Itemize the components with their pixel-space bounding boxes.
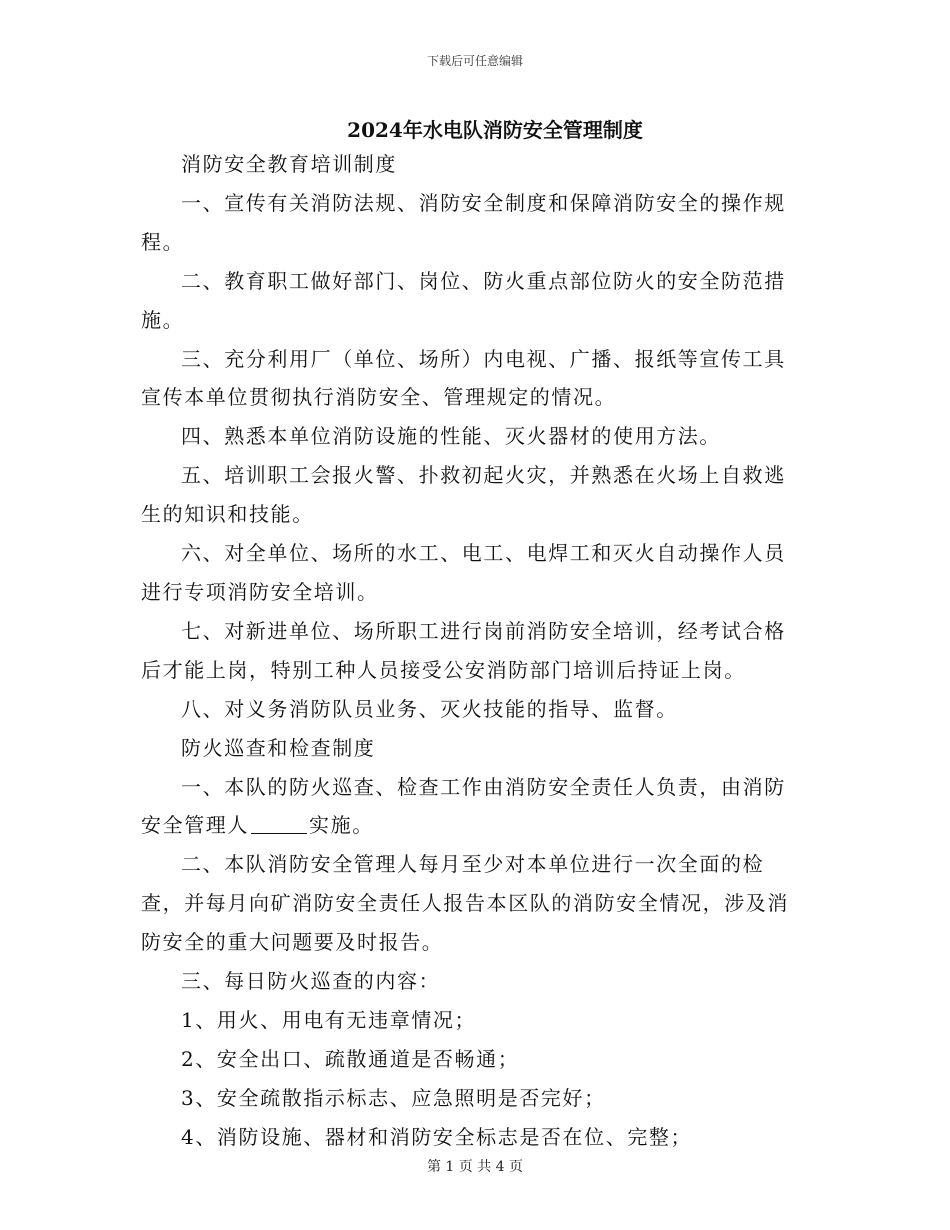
paragraph-inspection-1	[141, 768, 807, 846]
section-heading-inspection: 防火巡查和检查制度	[181, 735, 376, 760]
paragraph-item-7: 七、对新进单位、场所职工进行岗前消防安全培训，经考试合格后才能上岗，特别工种人员接受公安消防部门培训后持证上岗。	[141, 618, 786, 682]
checklist-item-4: 4、消防设施、器材和消防安全标志是否在位、完整；	[181, 1124, 693, 1149]
paragraph-item-8: 八、对义务消防队员业务、灭火技能的指导、监督。	[181, 696, 678, 721]
paragraph-inspection-1-tail: 实施。	[309, 813, 374, 838]
paragraph-item-4: 四、熟悉本单位消防设施的性能、灭火器材的使用方法。	[181, 424, 721, 449]
checklist-item-3: 3、安全疏散指示标志、应急照明是否完好；	[181, 1085, 606, 1110]
document-body	[141, 145, 807, 1157]
paragraph-item-3: 三、充分利用厂（单位、场所）内电视、广播、报纸等宣传工具宣传本单位贯彻执行消防安全、管理规定的情况。	[141, 346, 786, 410]
paragraph-item-2: 二、教育职工做好部门、岗位、防火重点部位防火的安全防范措施。	[141, 268, 786, 332]
checklist-item-2: 2、安全出口、疏散通道是否畅通；	[181, 1046, 520, 1071]
paragraph-inspection-2: 二、本队消防安全管理人每月至少对本单位进行一次全面的检查，并每月向矿消防安全责任人报告本区队的消防安全情况，涉及消防安全的重大问题要及时报告。	[141, 852, 789, 955]
section-heading-education: 消防安全教育培训制度	[181, 152, 397, 176]
page-number: 第 1 页 共 4 页	[426, 1159, 524, 1175]
paragraph-item-6: 六、对全单位、场所的水工、电工、电焊工和灭火自动操作人员进行专项消防安全培训。	[141, 541, 786, 604]
paragraph-item-5: 五、培训职工会报火警、扑救初起火灾，并熟悉在火场上自救逃生的知识和技能。	[141, 463, 786, 527]
paragraph-inspection-3: 三、每日防火巡查的内容：	[181, 969, 441, 994]
fill-in-blank	[251, 813, 307, 834]
document-title: 2024年水电队消防安全管理制度	[347, 118, 643, 142]
page-header-note: 下载后可任意编辑	[426, 54, 523, 68]
paragraph-inspection-1-text: 一、本队的防火巡查、检查工作由消防安全责任人负责，由消防安全管理人	[141, 774, 786, 838]
paragraph-item-1: 一、宣传有关消防法规、消防安全制度和保障消防安全的操作规程。	[141, 190, 786, 254]
checklist-item-1: 1、用火、用电有无违章情况；	[181, 1007, 477, 1032]
